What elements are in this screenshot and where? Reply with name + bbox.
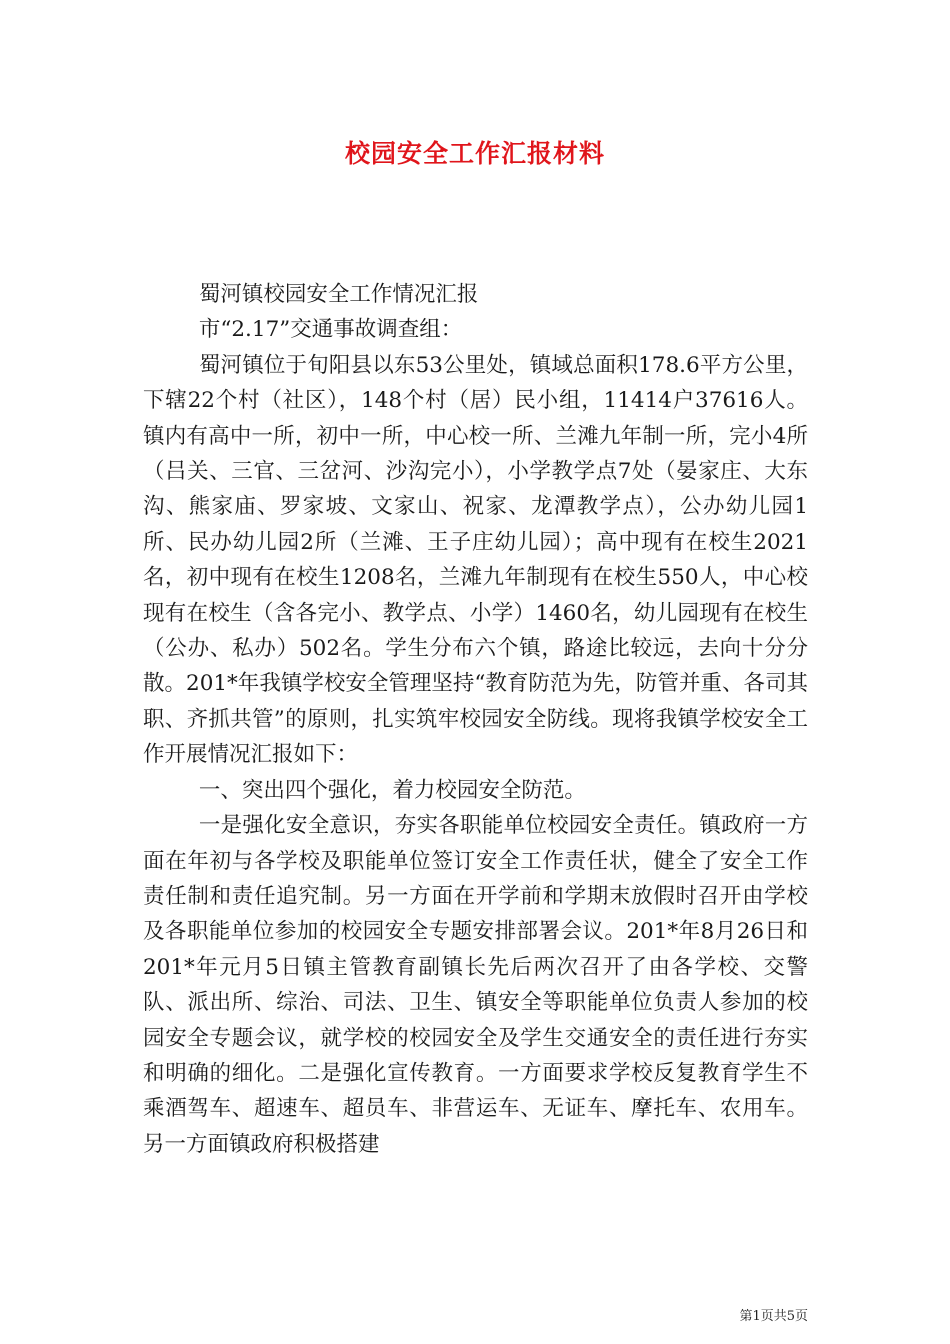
page-number: 第1页共5页	[739, 1309, 808, 1324]
paragraph-section-heading: 一、突出四个强化，着力校园安全防范。	[198, 777, 586, 803]
paragraph-measures: 一是强化安全意识，夯实各职能单位校园安全责任。镇政府一方面在年初与各学校及职能单位签订安全工作责任状，健全了安全工作责任制和责任追究制。另一方面在开学前和学期末放假时召开由学校及各职能单位参加的校园安全专题安排部署会议。201*年8月26日和201*年元月5日镇主管教育副镇长先后两次召开了由各学校、交警队、派出所、综治、司法、卫生、镇安全等职能单位负责人参加的校园安全专题会议，就学校的校园安全及学生交通安全的责任进行夯实和明确的细化。二是强化宣传教育。一方面要求学校反复教育学生不乘酒驾车、超速车、超员车、非营运车、无证车、摩托车、农用车。另一方面镇政府积极搭建	[143, 813, 808, 1157]
paragraph-overview: 蜀河镇位于旬阳县以东53公里处，镇域总面积178.6平方公里，下辖22个村（社区），148个村（居）民小组，11414户37616人。镇内有高中一所，初中一所，中心校一所、兰滩九年制一所，完小4所（吕关、三官、三岔河、沙沟完小），小学教学点7处（晏家庄、大东沟、熊家庙、罗家坡、文家山、祝家、龙潭教学点），公办幼儿园1所、民办幼儿园2所（兰滩、王子庄幼儿园）；高中现有在校生2021名，初中现有在校生1208名，兰滩九年制现有在校生550人，中心校现有在校生（含各完小、教学点、小学）1460名，幼儿园现有在校生（公办、私办）502名。学生分布六个镇，路途比较远，去向十分分散。201*年我镇学校安全管理坚持“教育防范为先，防管并重、各司其职、齐抓共管”的原则，扎实筑牢校园安全防线。现将我镇学校安全工作开展情况汇报如下：	[143, 352, 808, 768]
paragraph-addressee: 市“2.17”交通事故调查组：	[198, 317, 463, 343]
document-title: 校园安全工作汇报材料	[344, 139, 605, 168]
paragraph-subtitle: 蜀河镇校园安全工作情况汇报	[198, 282, 479, 307]
document-body	[143, 277, 808, 1162]
